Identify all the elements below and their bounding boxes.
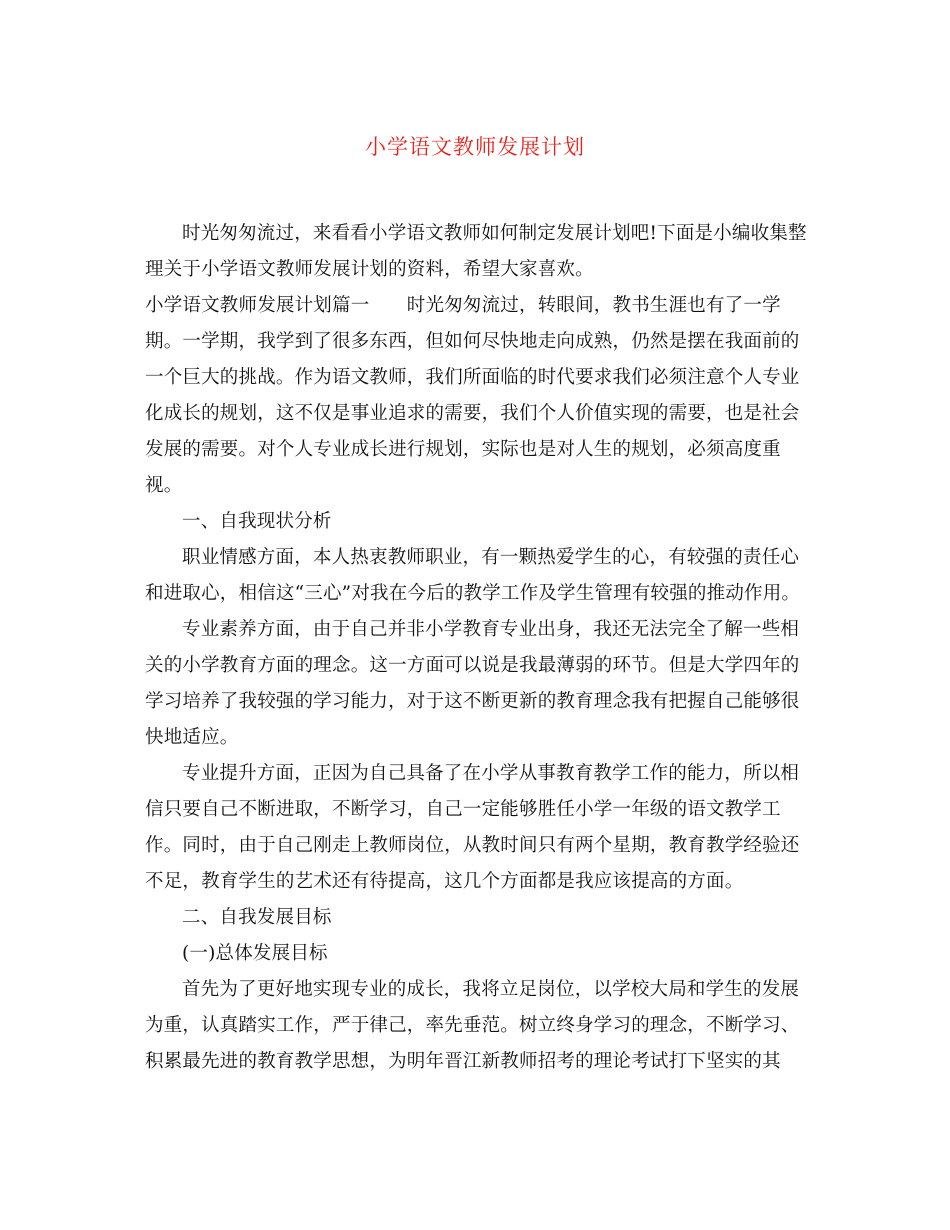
paragraph-line: 首先为了更好地实现专业的成长，我将立足岗位，以学校大局和学生的发展	[182, 979, 800, 1000]
paragraph-line: 时光匆匆流过，来看看小学语文教师如何制定发展计划吧!下面是小编收集整	[182, 223, 807, 244]
paragraph-line: 一个巨大的挑战。作为语文教师，我们所面临的时代要求我们必须注意个人专业	[145, 367, 800, 388]
paragraph-line: 不足，教育学生的艺术还有待提高，这几个方面都是我应该提高的方面。	[145, 871, 744, 892]
paragraph-line: 和进取心，相信这“三心”对我在今后的教学工作及学生管理有较强的推动作用。	[145, 583, 801, 604]
section-heading: 一、自我现状分析	[182, 511, 332, 532]
paragraph-line: 化成长的规划，这不仅是事业追求的需要，我们个人价值实现的需要，也是社会	[145, 403, 800, 424]
paragraph-line: 积累最先进的教育教学思想，为明年晋江新教师招考的理论考试打下坚实的其	[145, 1051, 781, 1072]
paragraph-line: 期。一学期，我学到了很多东西，但如何尽快地走向成熟，仍然是摆在我面前的	[145, 331, 800, 352]
section-heading: 二、自我发展目标	[182, 907, 332, 928]
subsection-heading: (一)总体发展目标	[182, 943, 328, 964]
paragraph-line: 发展的需要。对个人专业成长进行规划，实际也是对人生的规划，必须高度重	[145, 439, 781, 460]
paragraph-line: 理关于小学语文教师发展计划的资料，希望大家喜欢。	[145, 259, 594, 280]
paragraph-line: 专业提升方面，正因为自己具备了在小学从事教育教学工作的能力，所以相	[182, 763, 800, 784]
paragraph-line: 关的小学教育方面的理念。这一方面可以说是我最薄弱的环节。但是大学四年的	[145, 655, 800, 676]
paragraph-line: 为重，认真踏实工作，严于律己，率先垂范。树立终身学习的理念，不断学习、	[145, 1015, 800, 1036]
paragraph-line: 职业情感方面，本人热衷教师职业，有一颗热爱学生的心，有较强的责任心	[182, 547, 800, 568]
paragraph-line: 视。	[145, 475, 183, 496]
paragraph-line: 小学语文教师发展计划篇一 时光匆匆流过，转眼间，教书生涯也有了一学	[145, 295, 781, 316]
paragraph-line: 学习培养了我较强的学习能力，对于这不断更新的教育理念我有把握自己能够很	[145, 691, 800, 712]
paragraph-line: 信只要自己不断进取，不断学习，自己一定能够胜任小学一年级的语文教学工	[145, 799, 781, 820]
paragraph-line: 专业素养方面，由于自己并非小学教育专业出身，我还无法完全了解一些相	[182, 619, 800, 640]
paragraph-line: 作。同时，由于自己刚走上教师岗位，从教时间只有两个星期，教育教学经验还	[145, 835, 800, 856]
paragraph-line: 快地适应。	[145, 727, 239, 748]
document-title: 小学语文教师发展计划	[365, 135, 585, 159]
